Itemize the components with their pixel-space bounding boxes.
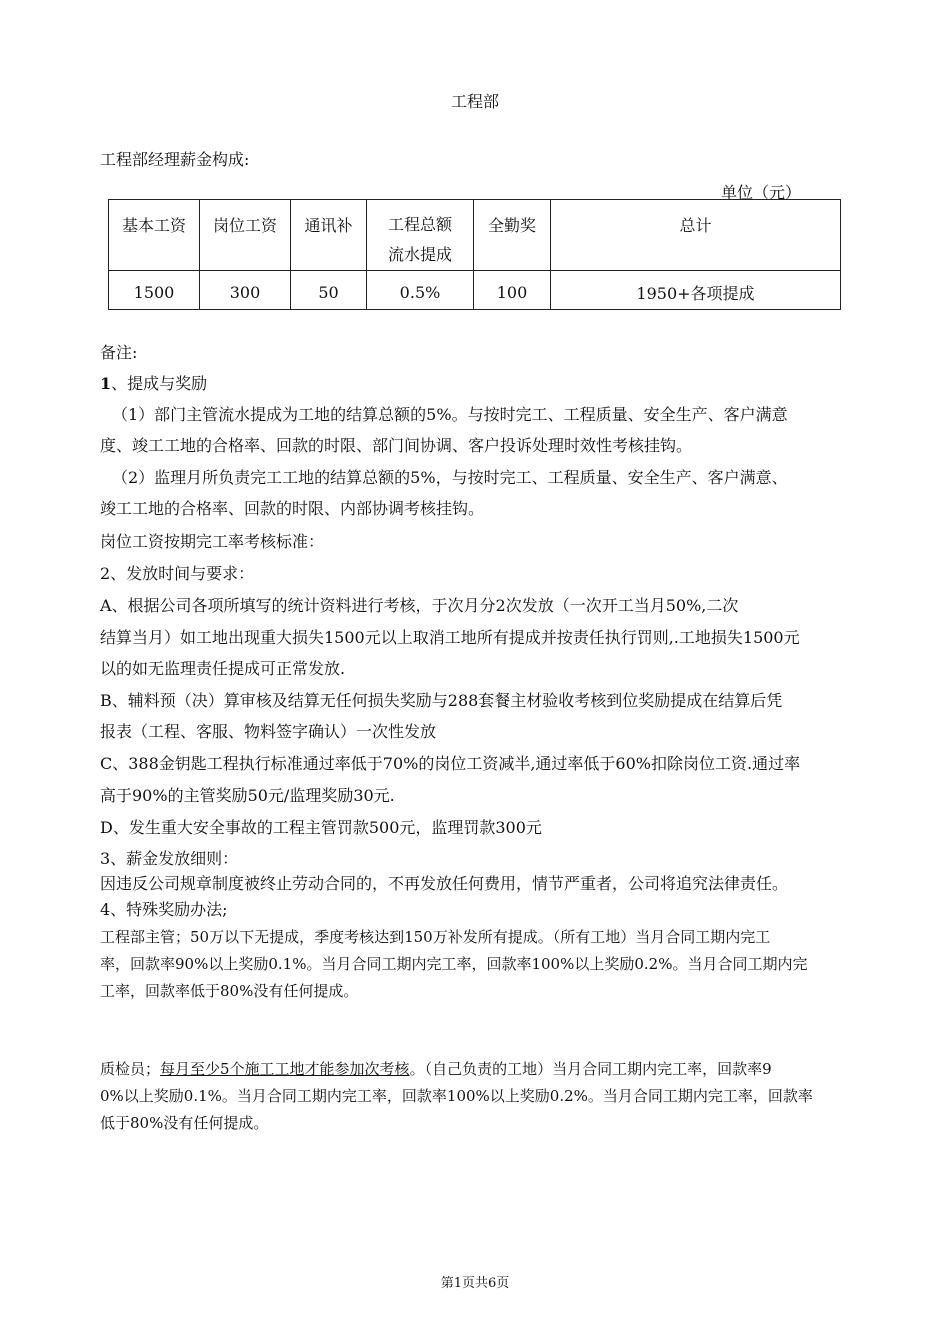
s2-c-line1: C、388金钥匙工程执行标准通过率低于70%的岗位工资减半,通过率低于60%扣除岗位工资.通过率	[100, 754, 801, 773]
section-title: 工程部经理薪金构成:	[100, 150, 250, 169]
value-position-salary: 300	[200, 271, 291, 310]
value-total: 1950+各项提成	[551, 271, 841, 310]
section-1-number: 1	[100, 374, 112, 393]
header-attendance: 全勤奖	[474, 200, 551, 271]
s3-text: 因违反公司规章制度被终止劳动合同的，不再发放任何费用，情节严重者，公司将追究法律责任。	[100, 874, 789, 893]
page-title: 工程部	[450, 92, 499, 111]
s2-b-line1: B、辅料预（决）算审核及结算无任何损失奖励与288套餐主材验收考核到位奖励提成在结算后凭	[100, 691, 783, 710]
header-total: 总计	[551, 200, 841, 271]
unit-label: 单位（元）	[721, 183, 802, 202]
header-commission-line1: 工程总额	[387, 215, 452, 234]
s4-line3: 工率，回款率低于80%没有任何提成。	[100, 982, 359, 1000]
s1-p1-line2: 度、竣工工地的合格率、回款的时限、部门间协调、客户投诉处理时效性考核挂钩。	[100, 436, 693, 455]
qc-requirement: 每月至少5个施工工地才能参加次考核	[160, 1060, 410, 1078]
salary-table	[108, 199, 841, 310]
header-communication: 通讯补	[291, 200, 367, 271]
qc-line1	[100, 1058, 772, 1079]
table-header-row	[109, 200, 841, 271]
section-1-text: 、提成与奖励	[111, 374, 208, 393]
header-position-salary: 岗位工资	[200, 200, 291, 271]
qc-label: 质检员；	[100, 1060, 161, 1078]
s1-p1-line1: （1）部门主管流水提成为工地的结算总额的5%。与按时完工、工程质量、安全生产、客户满意	[112, 405, 788, 424]
header-commission-line2: 流水提成	[387, 245, 452, 264]
section-2-title: 2、发放时间与要求：	[100, 564, 255, 583]
table-row	[109, 271, 841, 310]
value-commission: 0.5%	[367, 271, 474, 310]
s4-line2: 率，回款率90%以上奖励0.1%。当月合同工期内完工率，回款率100%以上奖励0.2%。当月合同工期内完	[100, 955, 808, 973]
remarks-label: 备注:	[100, 343, 138, 362]
s1-p2-line2: 竣工工地的合格率、回款的时限、内部协调考核挂钩。	[100, 499, 485, 518]
qc-line1-rest: 。（自己负责的工地）当月合同工期内完工率，回款率9	[409, 1060, 772, 1078]
s2-a-line3: 以的如无监理责任提成可正常发放.	[100, 659, 346, 678]
value-basic-salary: 1500	[109, 271, 200, 310]
s2-a-line1: A、根据公司各项所填写的统计资料进行考核，于次月分2次发放（一次开工当月50%,二次	[100, 596, 739, 615]
qc-line2: 0%以上奖励0.1%。当月合同工期内完工率，回款率100%以上奖励0.2%。当月合同工期内完工率，回款率	[100, 1087, 813, 1105]
value-communication: 50	[291, 271, 367, 310]
s2-b-line2: 报表（工程、客服、物料签字确认）一次性发放	[100, 722, 437, 741]
value-attendance: 100	[474, 271, 551, 310]
header-commission	[367, 200, 474, 271]
page-footer: 第1页共6页	[440, 1276, 510, 1291]
qc-line3: 低于80%没有任何提成。	[100, 1114, 269, 1132]
section-1-title	[100, 371, 207, 394]
s4-line1: 工程部主管；50万以下无提成，季度考核达到150万补发所有提成。（所有工地）当月合同工期内完工	[100, 928, 771, 946]
s2-a-line2: 结算当月）如工地出现重大损失1500元以上取消工地所有提成并按责任执行罚则,.工地损失1500元	[100, 628, 800, 647]
section-3-title: 3、薪金发放细则：	[100, 849, 239, 868]
s2-c-line2: 高于90%的主管奖励50元/监理奖励30元.	[100, 786, 395, 805]
section-4-title: 4、特殊奖励办法;	[100, 900, 228, 919]
header-basic-salary: 基本工资	[109, 200, 200, 271]
standard-text: 岗位工资按期完工率考核标准：	[100, 532, 325, 551]
s2-d-line: D、发生重大安全事故的工程主管罚款500元，监理罚款300元	[100, 818, 542, 837]
s1-p2-line1: （2）监理月所负责完工工地的结算总额的5%，与按时完工、工程质量、安全生产、客户满意、	[112, 468, 788, 487]
